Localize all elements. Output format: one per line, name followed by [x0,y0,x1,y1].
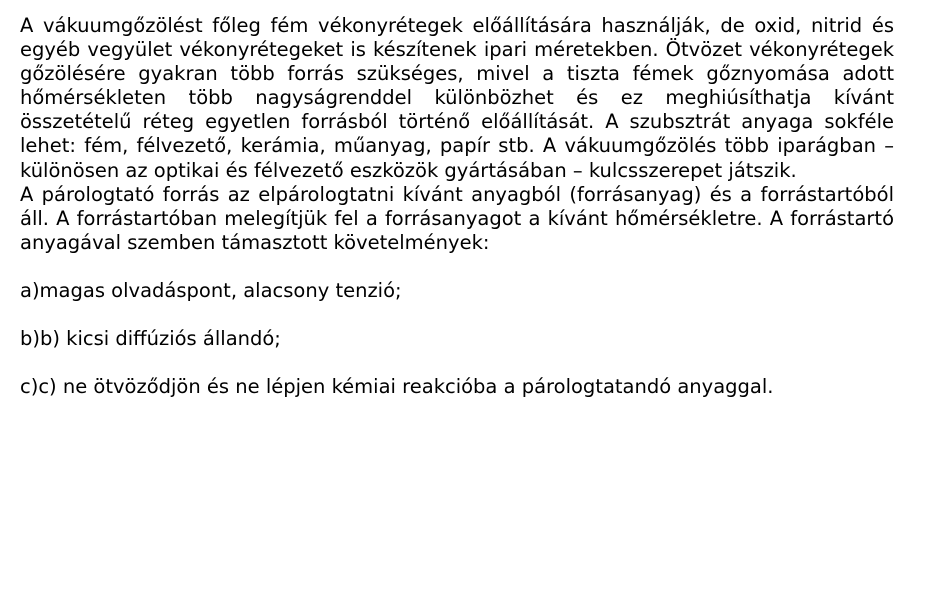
requirement-item-c: c)c) ne ötvöződjön és ne lépjen kémiai reakcióba a párologtatandó anyaggal. [20,375,774,399]
requirements-list [20,279,894,399]
paragraph-evaporation-source: A párologtató forrás az elpárologtatni kívánt anyagból (forrásanyag) és a forrástartóból áll. A forrástartóban melegítjük fel a forrásanyagot a kívánt hőmérsékletre. A forrástartó anyagával szemben támasztott követelmények: [20,182,894,254]
requirement-item-b: b)b) kicsi diffúziós állandó; [20,327,281,351]
document-body [20,14,894,399]
requirement-item-a: a)magas olvadáspont, alacsony tenzió; [20,278,402,302]
paragraph-vacuum-evaporation: A vákuumgőzölést főleg fém vékonyrétegek előállítására használják, de oxid, nitrid és egyéb vegyület vékonyrétegeket is készítenek ipari méretekben. Ötvözet vékonyrétegek gőzölésére gyakran több forrás szükséges, mivel a tiszta fémek gőznyomása adott hőmérsékleten több nagyságrenddel különbözhet és ez meghiúsíthatja kívánt összetételű réteg egyetlen forrásból történő előállítását. A szubsztrát anyaga sokféle lehet: fém, félvezető, kerámia, műanyag, papír stb. A vákuumgőzölés több iparágban – különösen az optikai és félvezető eszközök gyártásában – kulcsszerepet játszik. [20,14,894,182]
